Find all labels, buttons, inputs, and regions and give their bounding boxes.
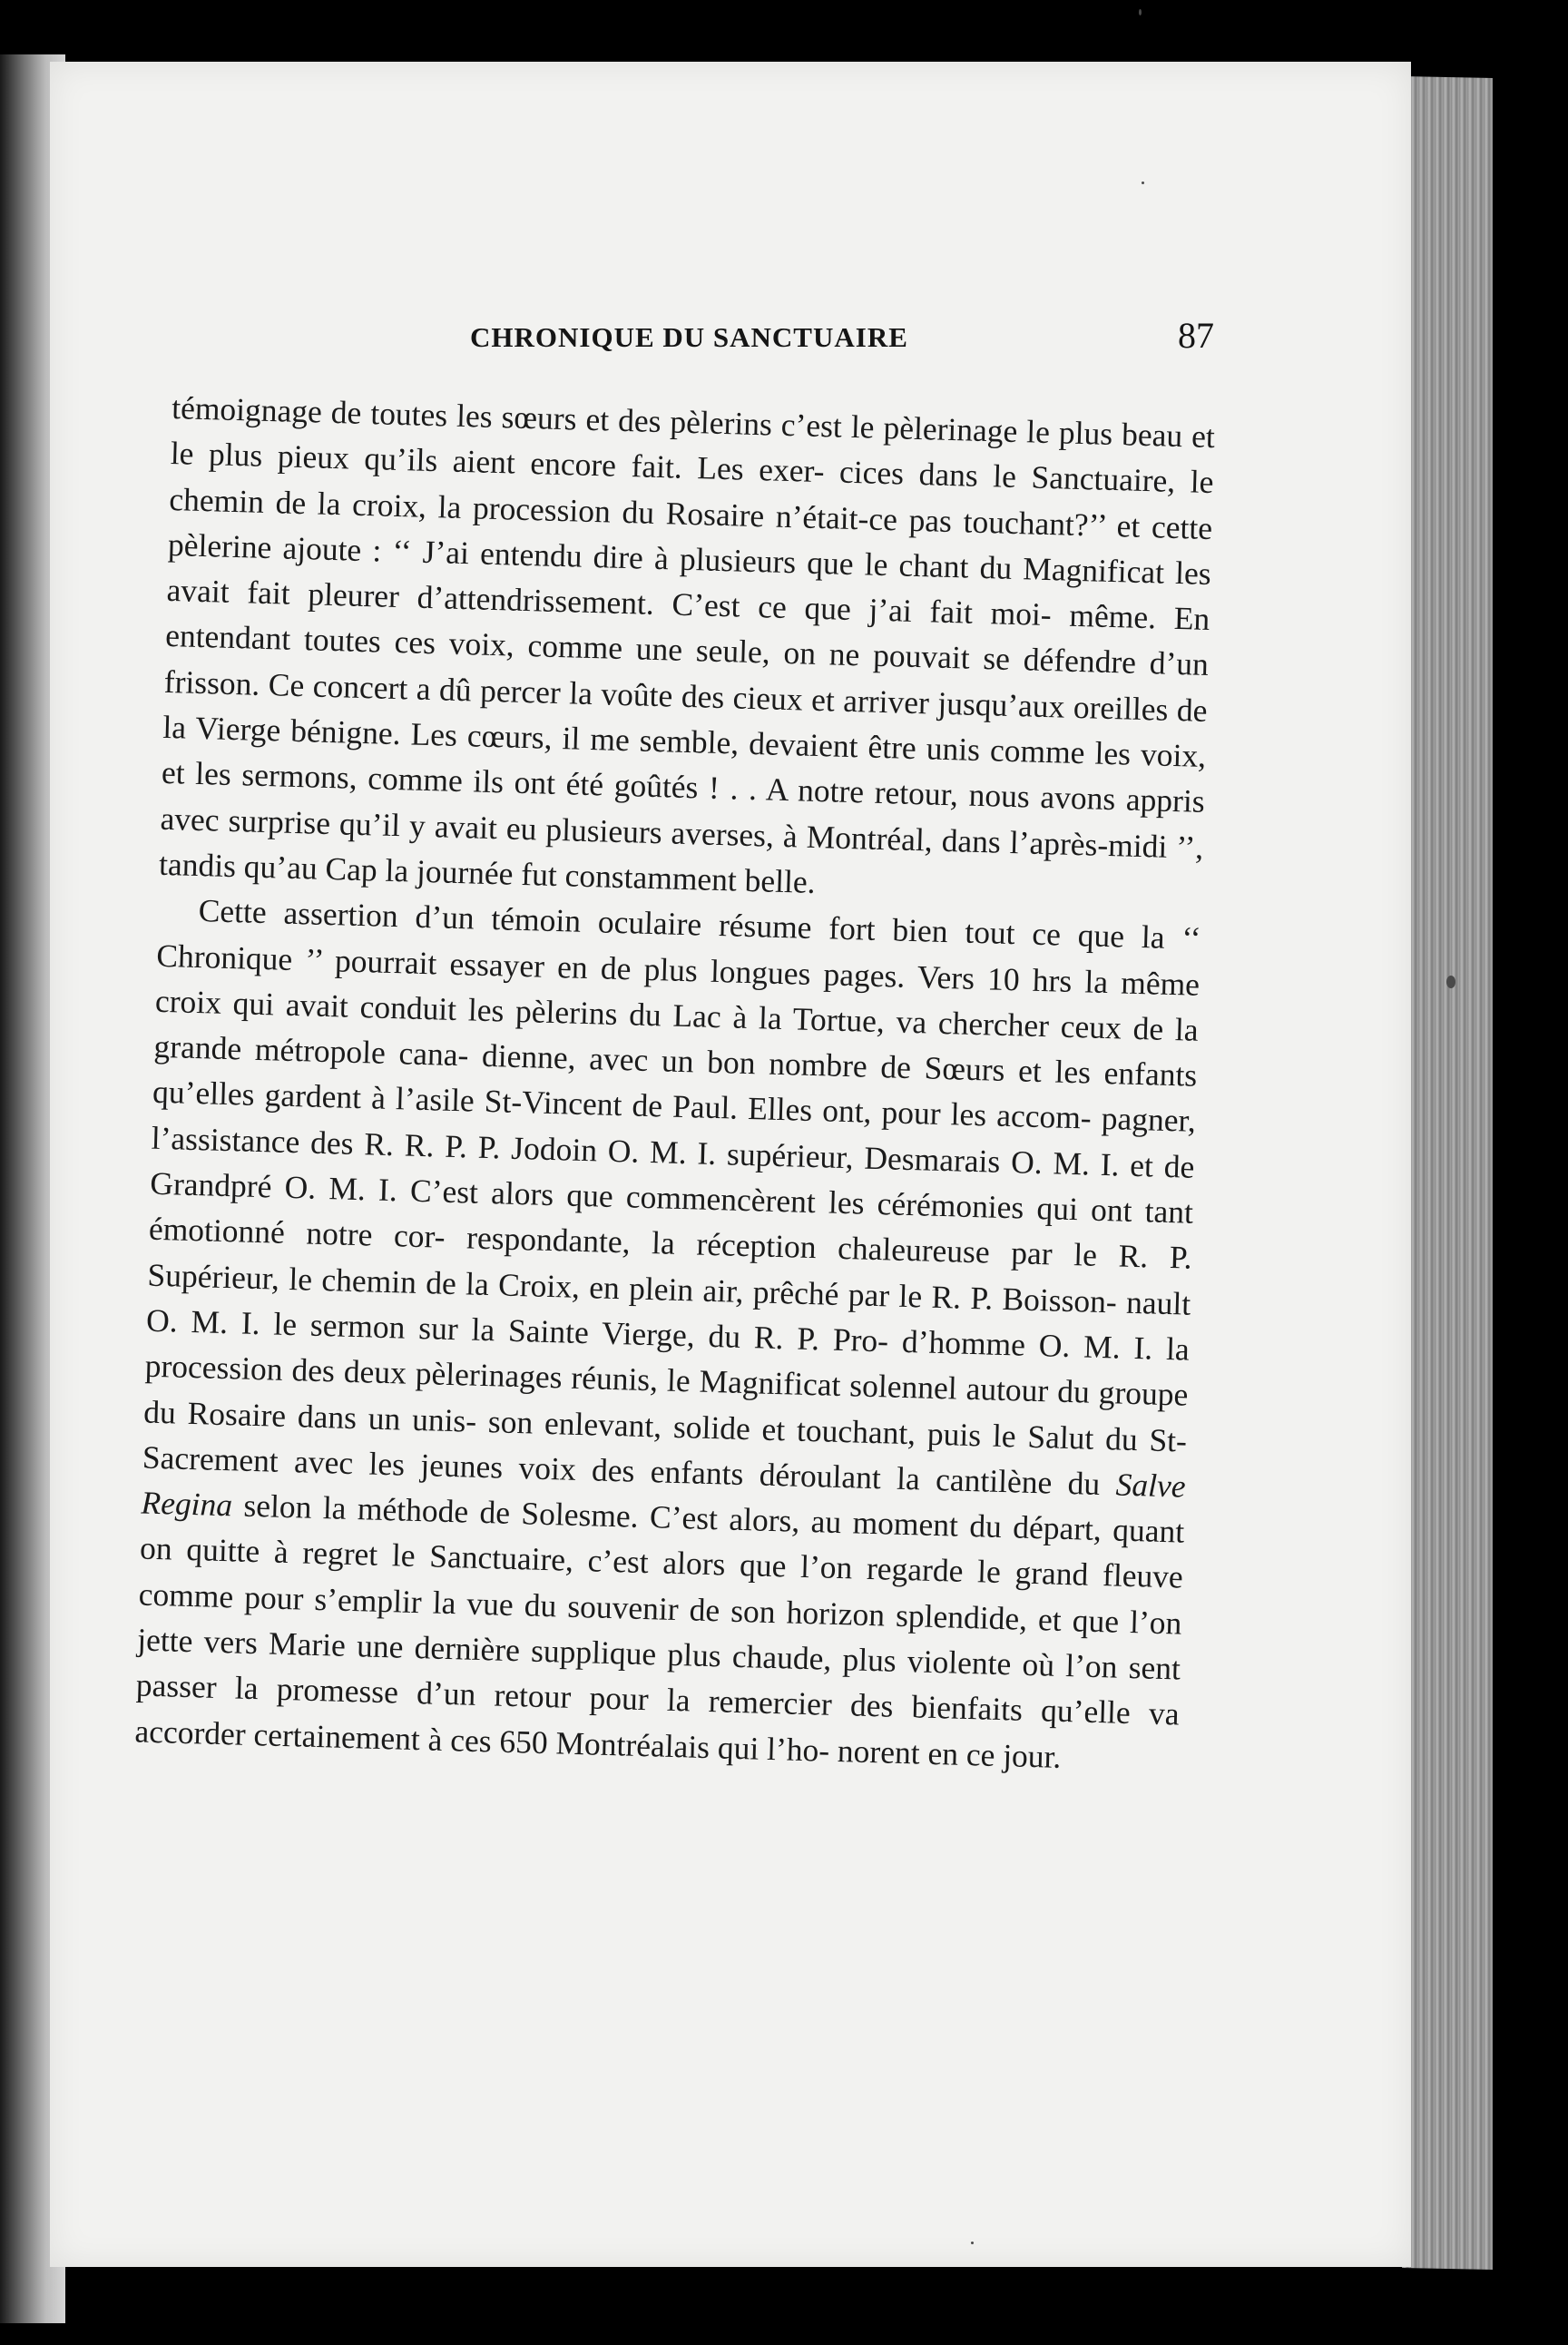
- page-header: [470, 312, 1214, 367]
- scan-speck: [971, 2242, 974, 2244]
- running-head: CHRONIQUE DU SANCTUAIRE: [470, 321, 908, 353]
- text-line: avait fait pleurer d’attendrissement. C’est ce que j’ai fait moi-: [166, 572, 1053, 633]
- text-line: Regina selon la méthode de Solesme. C’est alors, au moment: [141, 1484, 959, 1544]
- text-line: Rosaire n’était-ce pas touchant?’’ et cette pèlerine ajoute :: [167, 494, 1213, 569]
- text-line: gardent à l’asile St-Vincent de Paul. Elles ont, pour les accom-: [264, 1076, 1093, 1137]
- text-line: des cieux et arriver jusqu’aux oreilles de la Vierge bénigne.: [162, 677, 1209, 752]
- text-line: pagner, l’assistance des R. R. P. P. Jodoin O. M. I. supérieur,: [151, 1100, 1197, 1176]
- text-line: même. En entendant toutes ces voix, comme une seule, on ne: [164, 596, 1210, 673]
- book-page-edges: [1402, 76, 1493, 2270]
- text-line: cices dans le Sanctuaire, le chemin de la croix, la procession du: [168, 453, 1215, 531]
- text-line: respondante, la réception chaleureuse par le R. P. Supérieur, le: [147, 1219, 1193, 1298]
- text-line: chemin de la Croix, en plein air, prêché par le R. P. Boisson-: [320, 1261, 1118, 1320]
- scan-speck: [1142, 182, 1144, 184]
- text-line: du départ, quant on quitte à regret le Sanctuaire, c’est alors que: [139, 1507, 1185, 1585]
- text-line: qu’elle va accorder certainement à ces 650 Montréalais qui l’ho-: [134, 1692, 1181, 1769]
- text-line: les sermons, comme ils ont été goûtés ! . . A notre retour, nous: [194, 755, 1031, 815]
- text-line: commencèrent les cérémonies qui ont tant émotionné notre cor-: [148, 1178, 1194, 1256]
- text-line: Lac à la Tortue, va chercher ceux de la grande métropole cana-: [153, 996, 1200, 1074]
- text-line: passer la promesse d’un retour pour la remercier des bienfaits: [135, 1666, 1024, 1729]
- scan-speck: [1446, 976, 1455, 988]
- page-number: 87: [1178, 315, 1214, 356]
- text-line: nault O. M. I. le sermon sur la Sainte Vierge, du R. P. Pro-: [145, 1283, 1191, 1359]
- text-line: souvenir de son horizon splendide, et que l’on jette vers Marie: [136, 1587, 1182, 1663]
- text-line: pouvait se défendre d’un frisson. Ce concert a dû percer la voûte: [163, 637, 1210, 714]
- text-line: dienne, avec un bon nombre de Sœurs et les enfants qu’elles: [152, 1036, 1198, 1114]
- text-line: que la ‘‘ Chronique ’’ pourrait essayer en de plus longues pages.: [155, 917, 1201, 995]
- paragraph: [159, 385, 1216, 916]
- text-line: le plus beau et le plus pieux qu’ils aient encore fait. Les exer-: [170, 413, 1216, 490]
- scan-speck: [1139, 9, 1142, 15]
- text-line: Cette assertion d’un témoin oculaire résume fort bien tout ce: [198, 892, 1062, 953]
- text-line: une dernière supplique plus chaude, plus violente où l’on sent: [356, 1627, 1181, 1687]
- text-line: d’homme O. M. I. la procession des deux pèlerinages réunis, le: [144, 1322, 1191, 1399]
- text-line: ‘‘ J’ai entendu dire à plusieurs que le chant du Magnificat les: [391, 532, 1212, 592]
- text-line: norent en ce jour.: [837, 1732, 1062, 1775]
- text-line: avons appris avec surprise qu’il y avait eu plusieurs averses,: [160, 779, 1206, 854]
- text-line: son enlevant, solide et touchant, puis le Salut du St-Sacrement: [142, 1402, 1188, 1479]
- text-line: témoignage de toutes les sœurs et des pèlerins c’est le pèlerinage: [171, 388, 1018, 450]
- text-line: l’on regarde le grand fleuve comme pour s’emplir la vue du: [138, 1548, 1184, 1624]
- text-line: Les cœurs, il me semble, devaient être unis comme les voix, et: [161, 715, 1207, 791]
- body-text: [134, 385, 1216, 1782]
- text-line: à Montréal, dans l’après-midi ’’, tandis qu’au Cap la journée: [158, 817, 1204, 892]
- text-line: Desmarais O. M. I. et de Grandpré O. M. I. C’est alors que: [149, 1139, 1195, 1214]
- text-line: Vers 10 hrs la même croix qui avait conduit les pèlerins du: [154, 957, 1200, 1034]
- paragraph: [134, 887, 1201, 1782]
- text-line: Magnificat solennel autour du groupe du Rosaire dans un unis-: [142, 1362, 1189, 1439]
- text-line: avec les jeunes voix des enfants déroulant la cantilène du Salve: [293, 1443, 1187, 1505]
- text-line: fut constamment belle.: [520, 855, 817, 900]
